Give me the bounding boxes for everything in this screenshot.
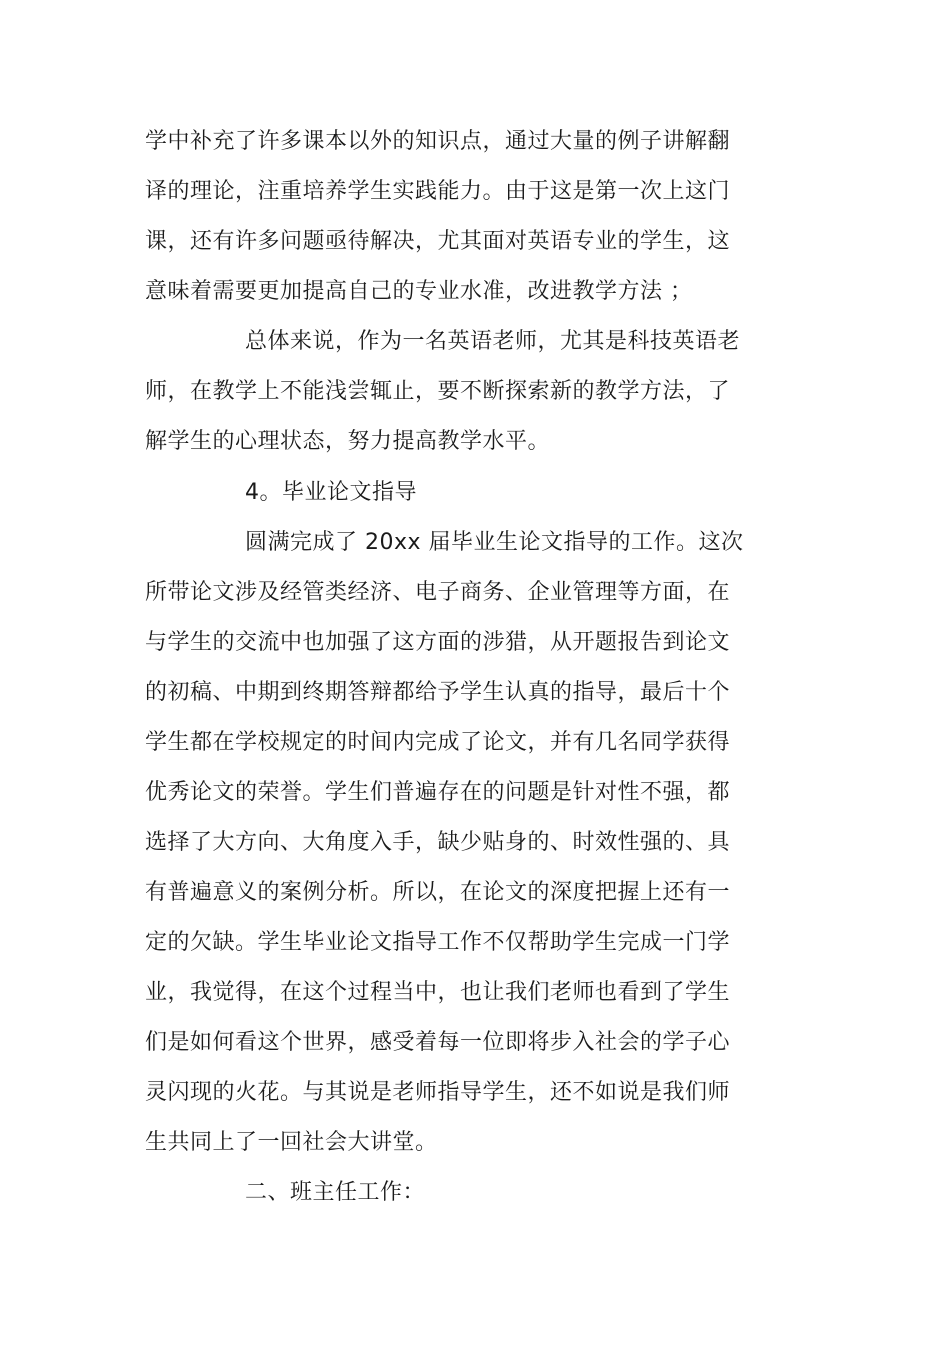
text-line: 学中补充了许多课本以外的知识点，通过大量的例子讲解翻 xyxy=(145,129,731,154)
text-line: 课，还有许多问题亟待解决，尤其面对英语专业的学生，这 xyxy=(145,229,731,254)
text-line: 学生都在学校规定的时间内完成了论文，并有几名同学获得 xyxy=(145,730,731,755)
text-line: 优秀论文的荣誉。学生们普遍存在的问题是针对性不强，都 xyxy=(145,780,731,805)
text-line: 意味着需要更加提高自己的专业水准，改进教学方法 ； xyxy=(145,279,693,304)
text-line: 业，我觉得，在这个过程当中，也让我们老师也看到了学生 xyxy=(145,980,731,1005)
text-line: 生共同上了一回社会大讲堂。 xyxy=(145,1130,438,1155)
text-line: 总体来说，作为一名英语老师，尤其是科技英语老 xyxy=(245,329,741,354)
text-line: 译的理论，注重培养学生实践能力。由于这是第一次上这门 xyxy=(145,179,731,204)
text-line: 选择了大方向、大角度入手，缺少贴身的、时效性强的、具 xyxy=(145,830,731,855)
text-line: 的初稿、中期到终期答辩都给予学生认真的指导，最后十个 xyxy=(145,680,731,705)
section-heading: 二、班主任工作： xyxy=(245,1180,426,1205)
text-line: 所带论文涉及经管类经济、电子商务、企业管理等方面，在 xyxy=(145,580,731,605)
text-line: 与学生的交流中也加强了这方面的涉猎，从开题报告到论文 xyxy=(145,630,731,655)
text-line: 圆满完成了 20xx 届毕业生论文指导的工作。这次 xyxy=(245,530,744,555)
text-line: 灵闪现的火花。与其说是老师指导学生，还不如说是我们师 xyxy=(145,1080,731,1105)
text-line: 师，在教学上不能浅尝辄止，要不断探索新的教学方法，了 xyxy=(145,379,731,404)
text-line: 们是如何看这个世界，感受着每一位即将步入社会的学子心 xyxy=(145,1030,731,1055)
text-line: 有普遍意义的案例分析。所以，在论文的深度把握上还有一 xyxy=(145,880,731,905)
section-heading: 4。毕业论文指导 xyxy=(245,480,417,505)
text-line: 解学生的心理状态，努力提高教学水平。 xyxy=(145,429,551,454)
text-line: 定的欠缺。学生毕业论文指导工作不仅帮助学生完成一门学 xyxy=(145,930,731,955)
